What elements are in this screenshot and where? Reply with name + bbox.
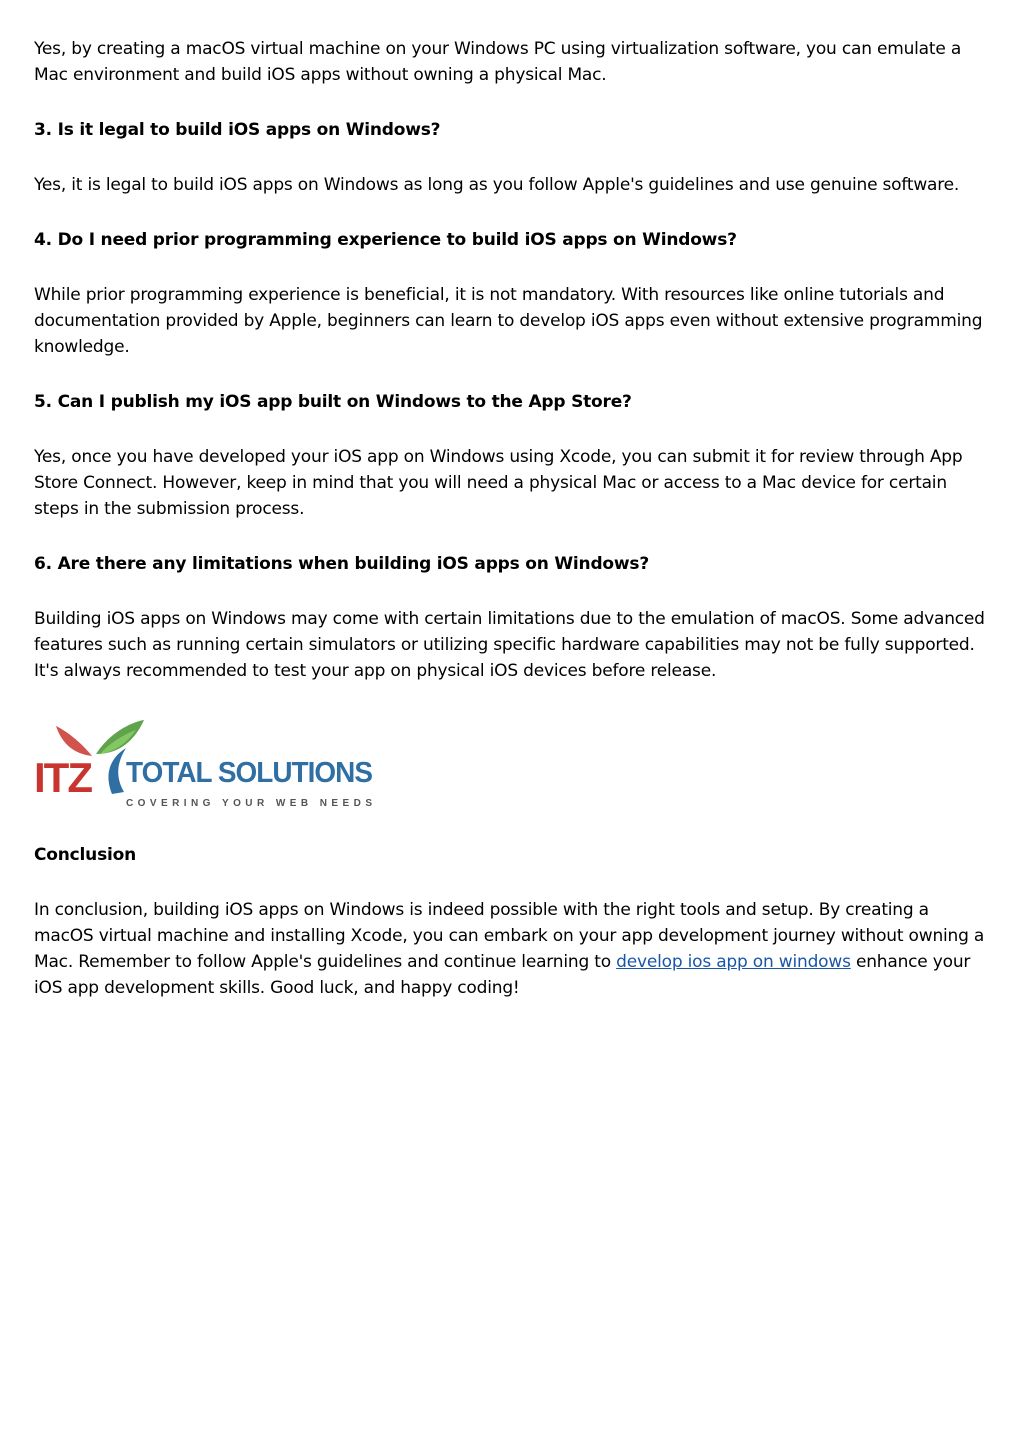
faq-question-6: 6. Are there any limitations when building iOS apps on Windows? — [34, 554, 649, 574]
document-content — [34, 36, 992, 1001]
logo-company-name: TOTAL SOLUTIONS — [126, 757, 373, 789]
faq-question-5: 5. Can I publish my iOS app built on Windows to the App Store? — [34, 392, 632, 412]
answer-paragraph-3: Yes, it is legal to build iOS apps on Windows as long as you follow Apple's guidelines and use genuine software. — [34, 175, 960, 195]
logo-tagline: COVERING YOUR WEB NEEDS — [126, 798, 372, 809]
answer-paragraph-2: Yes, by creating a macOS virtual machine on your Windows PC using virtualization software, you can emulate a Mac environment and build iOS apps without owning a physical Mac. — [34, 39, 962, 85]
conclusion-text-after-link: enhance your iOS app development skills. Good luck, and happy coding! — [34, 952, 971, 998]
faq-question-3: 3. Is it legal to build iOS apps on Windows? — [34, 120, 441, 140]
conclusion-heading: Conclusion — [34, 845, 136, 865]
conclusion-paragraph — [34, 897, 992, 1001]
answer-paragraph-5: Yes, once you have developed your iOS app on Windows using Xcode, you can submit it for review through App Store Connect. However, keep in mind that you will need a physical Mac or access to a Mac device for certain steps in the submission process. — [34, 447, 963, 519]
answer-paragraph-4: While prior programming experience is beneficial, it is not mandatory. With resources like online tutorials and documentation provided by Apple, beginners can learn to develop iOS apps even without extensive programming knowledge. — [34, 285, 983, 357]
logo-icon — [34, 714, 379, 814]
faq-question-4: 4. Do I need prior programming experience to build iOS apps on Windows? — [34, 230, 737, 250]
logo-letters: ITZ — [34, 754, 91, 801]
develop-ios-app-link[interactable]: develop ios app on windows — [616, 952, 851, 972]
company-logo — [34, 714, 379, 814]
conclusion-text-before-link: In conclusion, building iOS apps on Windows is indeed possible with the right tools and setup. By creating a macOS virtual machine and installing Xcode, you can embark on your app development journey without owning a Mac. Remember to follow Apple's guidelines and continue learning to — [34, 900, 985, 972]
answer-paragraph-6: Building iOS apps on Windows may come with certain limitations due to the emulation of macOS. Some advanced features such as running certain simulators or utilizing specific hardware capabilities may not be fully supported. It's always recommended to test your app on physical iOS devices before release. — [34, 609, 985, 681]
